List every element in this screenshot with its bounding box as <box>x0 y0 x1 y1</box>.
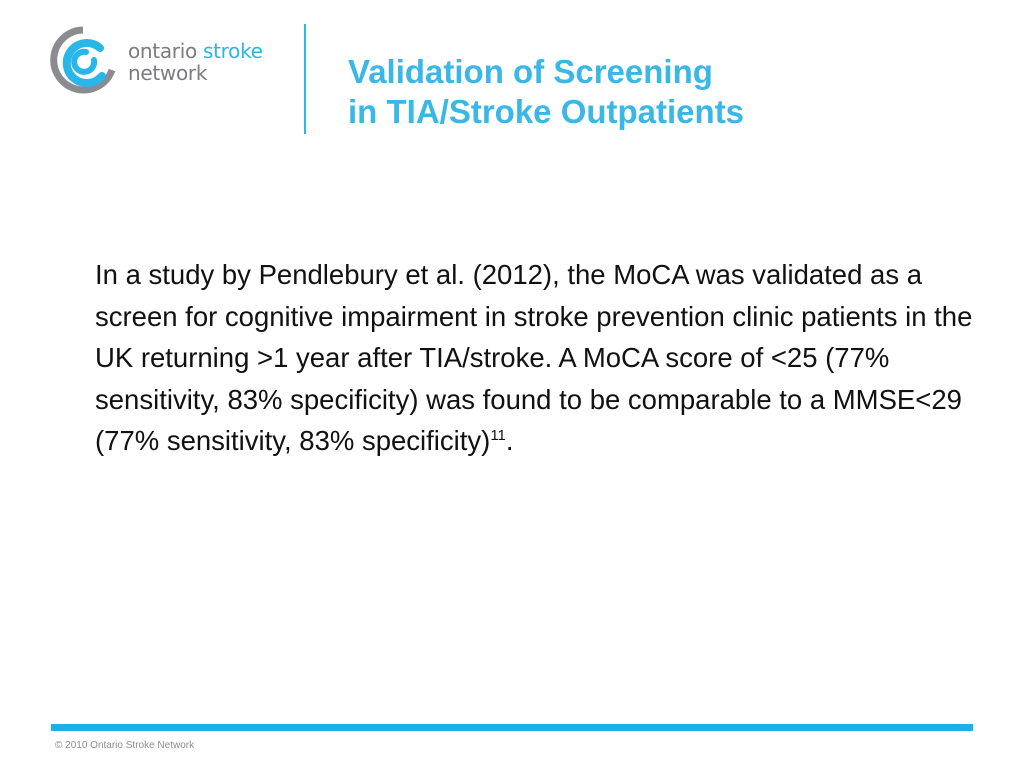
slide-title-line-2: in TIA/Stroke Outpatients <box>348 93 745 130</box>
body-end-punctuation: . <box>505 425 514 456</box>
slide-title-line-1: Validation of Screening <box>348 53 713 90</box>
logo-word-stroke: stroke <box>203 39 263 63</box>
organization-logo <box>50 26 290 106</box>
reference-superscript: 11 <box>490 426 506 444</box>
copyright-notice: © 2010 Ontario Stroke Network <box>55 740 195 751</box>
slide-body-paragraph <box>95 254 985 462</box>
logo-word-ontario: ontario <box>128 39 197 63</box>
logo-wordmark <box>128 40 263 84</box>
ontario-stroke-network-logo-icon <box>50 26 116 106</box>
header-divider <box>304 24 306 134</box>
slide-title <box>348 52 744 132</box>
footer-bar <box>51 724 973 731</box>
body-text: In a study by Pendlebury et al. (2012), the MoCA was validated as a screen for cognitive impairment in stroke prevention clinic patients in the UK returning >1 year after TIA/stroke. A MoCA score of <25 (77% sensitivity, 83% specificity) was found to be comparable to a MMSE<29 (77% sensitivity, 83% specificity) <box>95 259 973 456</box>
logo-word-network: network <box>128 61 208 85</box>
